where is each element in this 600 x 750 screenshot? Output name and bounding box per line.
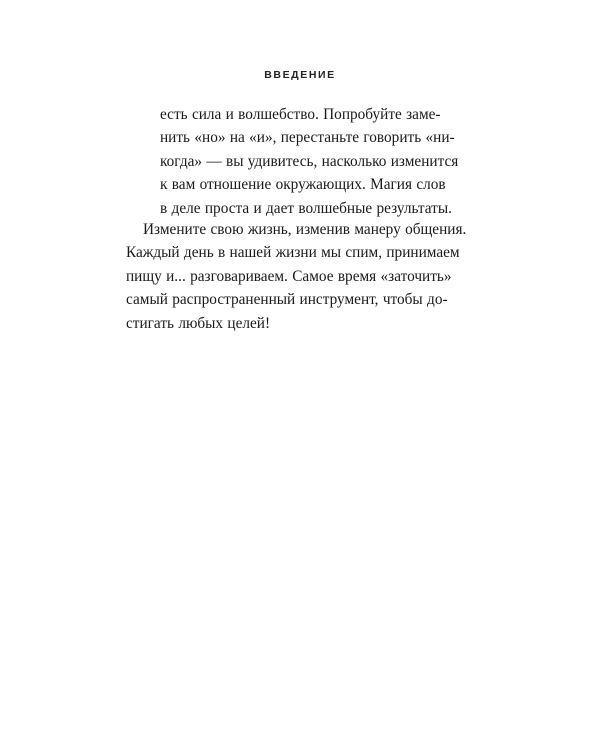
running-head: ВВЕДЕНИЕ [264, 69, 336, 81]
body-paragraph [126, 218, 466, 335]
quote-line: нить «но» на «и», перестаньте говорить «ни- [160, 129, 455, 147]
paragraph-line: стигать любых целей! [126, 314, 271, 332]
quote-line: есть сила и волшебство. Попробуйте заме- [160, 106, 441, 123]
paragraph-line: пищу и... разговариваем. Самое время «заточить» [126, 267, 452, 285]
quote-line: в деле проста и дает волшебные результаты. [160, 199, 452, 217]
paragraph-line: Каждый день в нашей жизни мы спим, принимаем [126, 244, 460, 262]
epigraph-quote [160, 103, 459, 220]
paragraph-line: Измените свою жизнь, изменив манеру общения. [143, 221, 467, 238]
quote-line: когда» — вы удивитесь, насколько изменится [160, 152, 459, 170]
paragraph-line: самый распространенный инструмент, чтобы до- [126, 291, 448, 309]
quote-line: к вам отношение окружающих. Магия слов [160, 176, 446, 194]
